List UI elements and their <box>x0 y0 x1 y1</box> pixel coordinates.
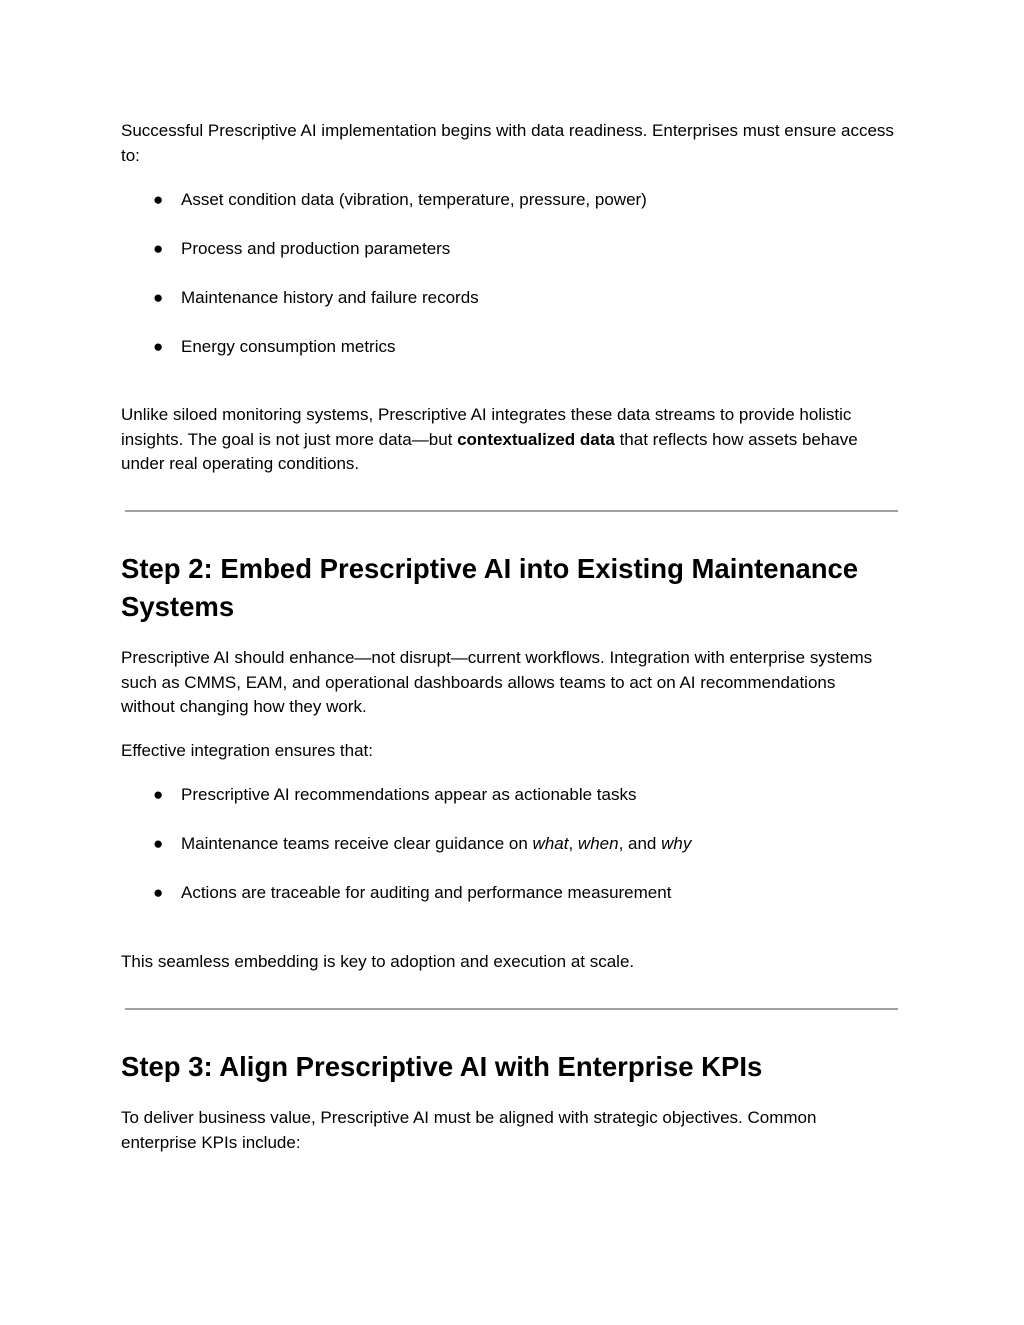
list-item: ● Prescriptive AI recommendations appear as actionable tasks <box>153 785 637 804</box>
step3-heading: Step 3: Align Prescriptive AI with Enterprise KPIs <box>121 1051 763 1082</box>
divider <box>125 1008 898 1010</box>
step2-heading: Step 2: Embed Prescriptive AI into Existing Maintenance Systems <box>121 553 859 622</box>
list-item: ● Actions are traceable for auditing and performance measurement <box>153 883 672 902</box>
integration-paragraph: Unlike siloed monitoring systems, Prescriptive AI integrates these data streams to provide holistic insights. The goal is not just more data—but contextualized data that reflects how assets behave under real operating conditions. <box>121 405 858 473</box>
list-item: ● Maintenance teams receive clear guidance on what, when, and why <box>153 834 692 853</box>
step2-paragraph: Prescriptive AI should enhance—not disrupt—current workflows. Integration with enterprise systems such as CMMS, EAM, and operational dashboards allows teams to act on AI recommendations without changing how they work. <box>121 648 873 716</box>
step2-closing: This seamless embedding is key to adoption and execution at scale. <box>121 952 635 971</box>
intro-paragraph: Successful Prescriptive AI implementation begins with data readiness. Enterprises must ensure access to: <box>121 121 894 165</box>
list-item: ● Energy consumption metrics <box>153 337 396 356</box>
divider <box>125 510 898 512</box>
list-item: ● Process and production parameters <box>153 239 451 258</box>
list-item: ● Asset condition data (vibration, temperature, pressure, power) <box>153 190 647 209</box>
list-item: ● Maintenance history and failure records <box>153 288 479 307</box>
step3-paragraph: To deliver business value, Prescriptive AI must be aligned with strategic objectives. Common enterprise KPIs include: <box>121 1108 817 1152</box>
step2-lead: Effective integration ensures that: <box>121 741 374 760</box>
